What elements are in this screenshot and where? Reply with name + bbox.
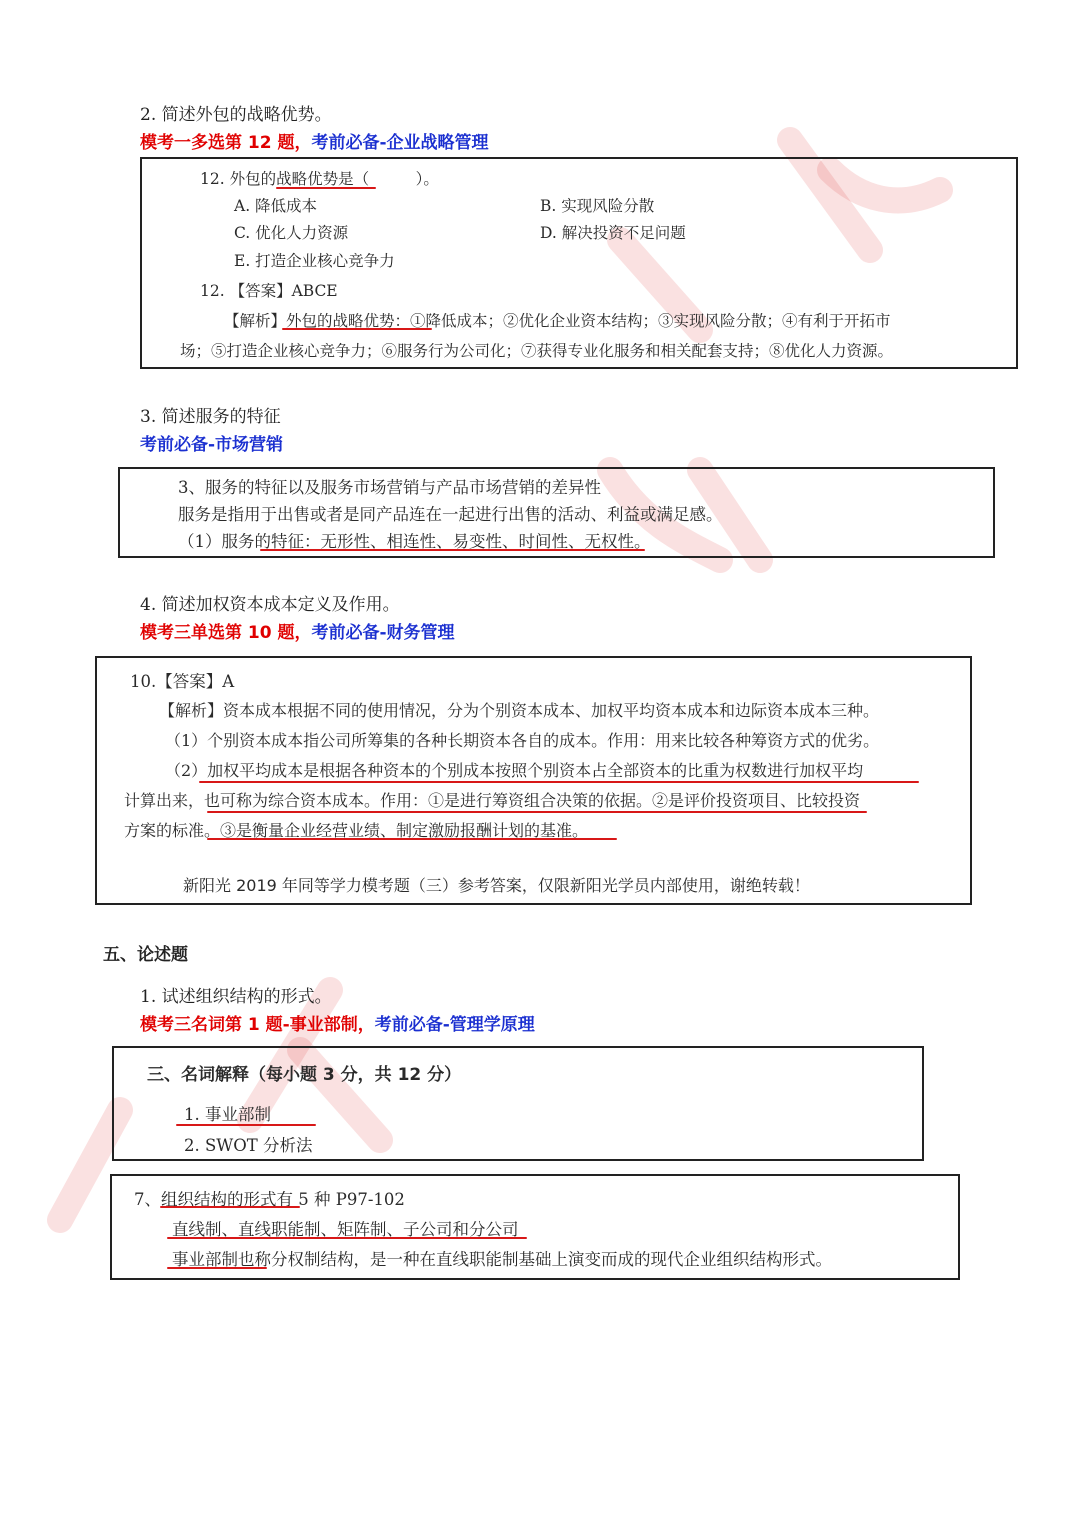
section-heading: 五、论述题 (103, 945, 188, 965)
essay-question-1-title: 1. 试述组织结构的形式。 (140, 987, 332, 1007)
underline (199, 781, 919, 783)
source-red: 模考三名词第 1 题-事业部制， (140, 1015, 375, 1035)
term-item-2: 2. SWOT 分析法 (184, 1136, 313, 1155)
box-line-1: 7、组织结构的形式有 5 种 P97-102 (134, 1190, 405, 1209)
box-line-3: （1）服务的特征：无形性、相连性、易变性、时间性、无权性。 (178, 532, 651, 551)
source-blue: 考前必备-财务管理 (311, 623, 455, 643)
question-stem: 12. 外包的战略优势是（ ）。 (200, 170, 439, 188)
analysis-line-2: （1）个别资本成本指公司所筹集的各种长期资本各自的成本。作用：用来比较各种筹资方式的优劣。 (165, 731, 880, 750)
analysis-line-4: 计算出来，也可称为综合资本成本。作用：①是进行筹资组合决策的依据。②是评价投资项目、比较投资 (124, 791, 861, 810)
underline (160, 1206, 300, 1208)
underline (167, 1267, 267, 1269)
term-item-1: 1. 事业部制 (184, 1105, 271, 1124)
question-4-title: 4. 简述加权资本成本定义及作用。 (140, 595, 400, 615)
answer-box-essay (110, 1174, 960, 1280)
question-3-source (140, 430, 283, 455)
answer-label: 12. 【答案】ABCE (200, 282, 338, 300)
question-2-source (140, 128, 489, 153)
source-blue: 考前必备-管理学原理 (374, 1015, 535, 1035)
term-heading: 三、名词解释（每小题 3 分，共 12 分） (147, 1065, 462, 1085)
box-line-3: 事业部制也称分权制结构，是一种在直线职能制基础上演变而成的现代企业组织结构形式。 (172, 1250, 832, 1269)
term-box (112, 1046, 924, 1161)
option-c: C. 优化人力资源 (234, 224, 349, 242)
underline (176, 1124, 316, 1126)
underline (282, 328, 432, 330)
option-d: D. 解决投资不足问题 (540, 224, 686, 242)
underline (276, 187, 376, 189)
source-blue: 考前必备-企业战略管理 (311, 133, 489, 153)
answer-label: 10.【答案】A (130, 672, 235, 691)
box-line-2: 直线制、直线职能制、矩阵制、子公司和分公司 (172, 1220, 519, 1239)
answer-box-q4 (95, 656, 972, 905)
answer-box-q3 (118, 467, 995, 558)
option-a: A. 降低成本 (234, 197, 318, 215)
question-3-title: 3. 简述服务的特征 (140, 407, 281, 427)
source-red: 模考三单选第 10 题， (140, 623, 312, 643)
analysis-line-1: 【解析】资本成本根据不同的使用情况，分为个别资本成本、加权平均资本成本和边际资本成本三种。 (159, 701, 880, 720)
box-line-1: 3、服务的特征以及服务市场营销与产品市场营销的差异性 (178, 478, 601, 497)
source-red: 模考一多选第 12 题， (140, 133, 312, 153)
option-e: E. 打造企业核心竞争力 (234, 252, 395, 270)
underline (207, 811, 867, 813)
source-blue: 考前必备-市场营销 (140, 435, 284, 455)
box-line-2: 服务是指用于出售或者是同产品连在一起进行出售的活动、利益或满足感。 (178, 505, 723, 524)
question-2-title: 2. 简述外包的战略优势。 (140, 105, 332, 125)
underline (260, 549, 645, 551)
option-b: B. 实现风险分散 (540, 197, 655, 215)
analysis-line-5: 方案的标准。③是衡量企业经营业绩、制定激励报酬计划的基准。 (124, 821, 589, 840)
analysis-line-2: 场；⑤打造企业核心竞争力；⑥服务行为公司化；⑦获得专业化服务和相关配套支持；⑧优化人力资源。 (180, 342, 894, 360)
analysis-line-3: （2）加权平均成本是根据各种资本的个别成本按照个别资本占全部资本的比重为权数进行加权平均 (165, 761, 864, 780)
footer-note: 新阳光 2019 年同等学力模考题（三）参考答案，仅限新阳光学员内部使用，谢绝转载！ (183, 876, 810, 895)
underline (207, 838, 617, 840)
underline (167, 1237, 527, 1239)
answer-box-q2 (140, 157, 1018, 369)
essay-question-1-source (140, 1010, 535, 1035)
analysis-line-1: 【解析】外包的战略优势：①降低成本；②优化企业资本结构；③实现风险分散；④有利于开拓市 (224, 312, 891, 330)
question-4-source (140, 618, 455, 643)
